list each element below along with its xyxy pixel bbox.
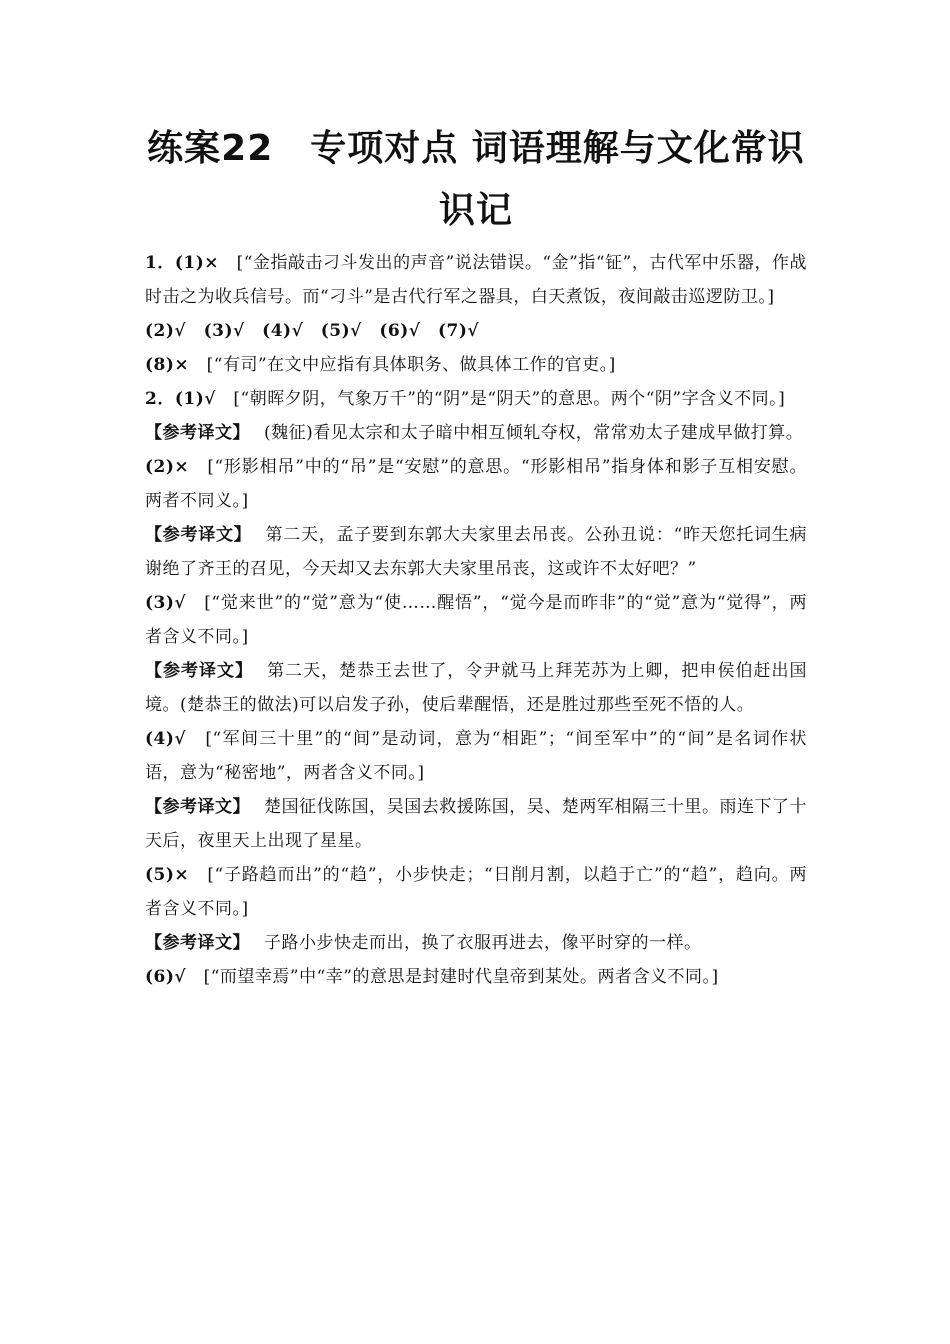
page-title: 练案22 专项对点 词语理解与文化常识识记 [147, 128, 805, 231]
item-text: [“觉来世”的“觉”意为“使……醒悟”，“觉今是而昨非”的“觉”意为“觉得”，两者含义不同。] [145, 593, 807, 647]
item-label: (5)× [145, 865, 208, 885]
translation-label: 【参考译文】 [145, 661, 254, 681]
translation-text: 第二天，孟子要到东郭大夫家里去吊丧。公孙丑说：“昨天您托词生病谢绝了齐王的召见，今天却又去东郭大夫家里吊丧，这或许不太好吧？” [145, 525, 807, 579]
answer-2-6 [145, 960, 807, 994]
item-label: 2．(1)√ [145, 389, 234, 409]
translation-2-3 [145, 654, 807, 722]
item-text: [“有司”在文中应指有具体职务、做具体工作的官吏。] [206, 355, 616, 375]
answer-2-2 [145, 450, 807, 518]
item-label: (6)√ [145, 967, 204, 987]
answer-2-4 [145, 722, 807, 790]
translation-label: 【参考译文】 [145, 797, 251, 817]
item-text: [“形影相吊”中的“吊”是“安慰”的意思。“形影相吊”指身体和影子互相安慰。两者不同义。] [145, 457, 807, 511]
answer-1-2-to-7 [145, 314, 807, 348]
translation-text: 楚国征伐陈国，吴国去救援陈国，吴、楚两军相隔三十里。雨连下了十天后，夜里天上出现了星星。 [145, 797, 808, 851]
item-label: (2)√ (3)√ (4)√ (5)√ (6)√ (7)√ [145, 321, 480, 341]
translation-2-1 [145, 416, 807, 450]
answer-1-8 [145, 348, 807, 382]
translation-2-4 [145, 790, 807, 858]
answer-1-1 [145, 246, 807, 314]
answer-2-3 [145, 586, 807, 654]
item-text: [“朝晖夕阴，气象万千”的“阴”是“阴天”的意思。两个“阴”字含义不同。] [233, 389, 786, 409]
translation-text: 第二天，楚恭王去世了，令尹就马上拜芜苏为上卿，把申侯伯赶出国境。(楚恭王的做法)可以启发子孙，使后辈醒悟，还是胜过那些至死不悟的人。 [145, 661, 808, 715]
item-label: (8)× [145, 355, 207, 375]
translation-2-2 [145, 518, 807, 586]
document-page [145, 118, 807, 994]
item-label: (2)× [145, 457, 208, 477]
answer-2-5 [145, 858, 807, 926]
answer-2-1 [145, 382, 807, 416]
translation-label: 【参考译文】 [145, 423, 250, 443]
item-label: 1．(1)× [145, 253, 237, 273]
translation-label: 【参考译文】 [145, 933, 250, 953]
item-text: [“军间三十里”的“间”是动词，意为“相距”；“间至军中”的“间”是名词作状语，意为“秘密地”，两者含义不同。] [145, 729, 807, 783]
item-text: [“而望幸焉”中“幸”的意思是封建时代皇帝到某处。两者含义不同。] [203, 967, 719, 987]
translation-2-5 [145, 926, 807, 960]
translation-text: (魏征)看见太宗和太子暗中相互倾轧夺权，常常劝太子建成早做打算。 [264, 423, 804, 443]
translation-label: 【参考译文】 [145, 525, 252, 545]
item-label: (4)√ [145, 729, 206, 749]
translation-text: 子路小步快走而出，换了衣服再进去，像平时穿的一样。 [264, 933, 702, 953]
item-label: (3)√ [145, 593, 205, 613]
item-text: [“金指敲击刁斗发出的声音”说法错误。“金”指“钲”，古代军中乐器，作战时击之为收兵信号。而“刁斗”是古代行军之器具，白天煮饭，夜间敲击巡逻防卫。] [145, 253, 807, 307]
item-text: [“子路趋而出”的“趋”，小步快走；“日削月割，以趋于亡”的“趋”，趋向。两者含义不同。] [145, 865, 807, 919]
